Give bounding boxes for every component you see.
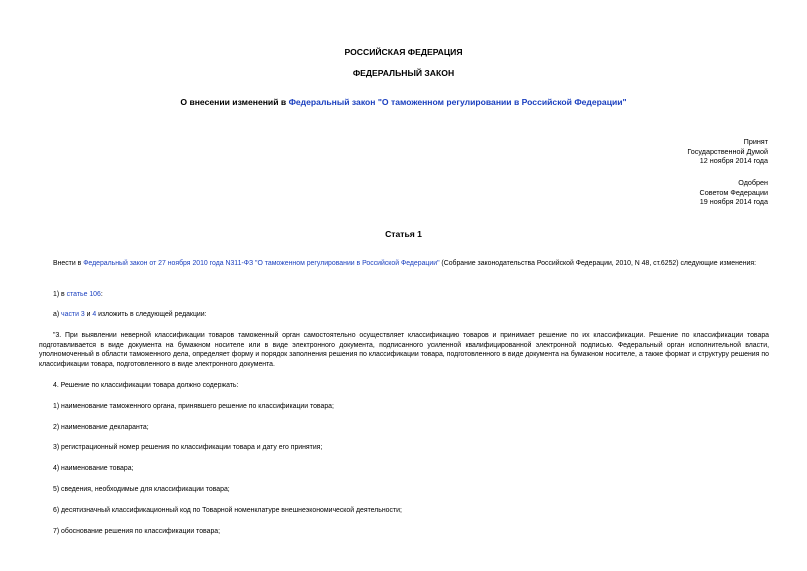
approved-line: Советом Федерации xyxy=(699,187,768,197)
part-4-item: 3) регистрационный номер решения по классификации товара и дату его принятия; xyxy=(53,444,323,451)
intro-prefix: Внести в xyxy=(53,260,84,267)
intro-paragraph xyxy=(39,259,769,269)
doc-type-heading: ФЕДЕРАЛЬНЫЙ ЗАКОН xyxy=(352,68,455,78)
accepted-line: Государственной Думой xyxy=(687,146,768,156)
law-title-link[interactable]: Федеральный закон "О таможенном регулировании в Российской Федерации" xyxy=(288,97,627,107)
item-a-suffix: изложить в следующей редакции: xyxy=(96,311,207,318)
law-title-prefix: О внесении изменений в xyxy=(180,97,289,107)
part-3-link[interactable]: части 3 xyxy=(61,311,85,318)
adoption-approved xyxy=(700,178,768,207)
part-4-item: 4) наименование товара; xyxy=(53,465,134,472)
item-1-suffix: : xyxy=(100,291,103,298)
law-title xyxy=(0,97,807,108)
country-heading: РОССИЙСКАЯ ФЕДЕРАЦИЯ xyxy=(344,47,463,57)
item-a-prefix: а) xyxy=(53,311,62,318)
item-1 xyxy=(39,290,769,300)
part-4-item: 6) десятизначный классификационный код по Товарной номенклатуре внешнеэкономической деятельности; xyxy=(53,507,402,514)
intro-law-link[interactable]: Федеральный закон от 27 ноября 2010 года N311-ФЗ "О таможенном регулировании в Российской Федерации" xyxy=(83,260,440,267)
adoption-accepted xyxy=(687,137,768,166)
intro-suffix: (Собрание законодательства Российской Федерации, 2010, N 48, ст.6252) следующие изменения: xyxy=(439,260,757,267)
article-106-link[interactable]: статье 106 xyxy=(66,291,101,298)
part-4-item: 7) обоснование решения по классификации товара; xyxy=(53,528,221,535)
item-1-prefix: 1) в xyxy=(53,291,67,298)
part-4-intro: 4. Решение по классификации товара должно содержать: xyxy=(53,382,239,389)
article-title: Статья 1 xyxy=(385,229,422,239)
item-a-mid: и xyxy=(84,311,93,318)
item-a xyxy=(39,310,769,320)
part-4-item: 5) сведения, необходимые для классификации товара; xyxy=(53,486,230,493)
accepted-line: 12 ноября 2014 года xyxy=(699,156,768,166)
part-4-link[interactable]: 4 xyxy=(92,311,97,318)
accepted-line: Принят xyxy=(743,137,768,146)
part-3-paragraph: "3. При выявлении неверной классификации товаров таможенный орган самостоятельно осуществляет классификацию товаров и принимает решение по их классификации. Решение по классификации товара подготавливается в виде документа на бумажном носителе или в виде электронного документа, подписанного усиленной квалифицированной электронной подписью. Федеральный орган исполнительной власти, уполномоченный в области таможенного дела, определяет форму и порядок заполнения решения по классификации товара, подготовленного в виде документа на бумажном носителе, а также формат и структуру решения по классификации товара, подготовленного в виде электронного документа. xyxy=(39,332,769,368)
part-4-item: 2) наименование декларанта; xyxy=(53,424,149,431)
part-4-item: 1) наименование таможенного органа, принявшего решение по классификации товара; xyxy=(53,403,334,410)
approved-line: Одобрен xyxy=(738,178,768,187)
approved-line: 19 ноября 2014 года xyxy=(699,197,768,207)
